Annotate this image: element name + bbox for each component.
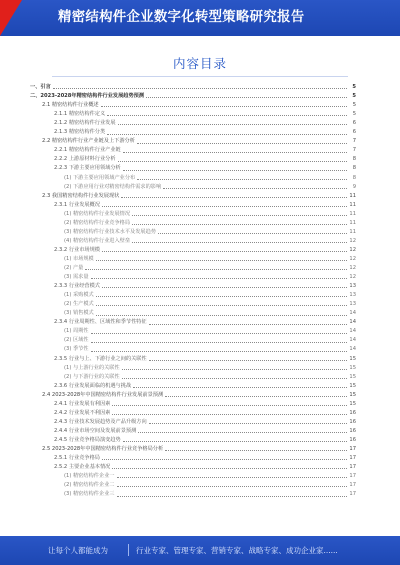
toc-entry[interactable] (30, 463, 356, 472)
toc-entry-leader-dots (123, 152, 347, 153)
toc-entry-title: 2.3.4 行业周期性、区域性和季节性特征 (54, 319, 147, 326)
toc-entry[interactable] (30, 355, 356, 364)
toc-entry-page: 5 (352, 102, 356, 109)
toc-entry-leader-dots (133, 387, 347, 388)
toc-entry-title: 2.3.2 行业市场规模 (54, 246, 100, 253)
toc-entry-title: (2) 生产模式 (64, 301, 94, 308)
toc-entry-title: 2.3.1 行业发展概况 (54, 201, 100, 208)
toc-entry[interactable] (30, 273, 356, 282)
toc-entry[interactable] (30, 219, 356, 228)
toc-entry-page: 17 (349, 446, 356, 452)
toc-entry-page: 16 (349, 409, 356, 416)
toc-entry-page: 5 (352, 84, 356, 90)
toc-entry-leader-dots (163, 188, 347, 189)
toc-entry-leader-dots (137, 143, 347, 144)
toc-entry-page: 7 (352, 147, 356, 154)
toc-entry-leader-dots (132, 215, 347, 216)
toc-entry-title: 2.1 精密结构件行业概述 (42, 102, 99, 109)
footer-slogan-left: 让每个人都能成为 (48, 546, 108, 555)
toc-entry[interactable] (30, 210, 356, 219)
toc-entry[interactable] (30, 336, 356, 345)
toc-entry[interactable] (30, 255, 356, 264)
toc-entry-page: 15 (349, 400, 356, 407)
toc-entry[interactable] (30, 472, 356, 481)
toc-entry-leader-dots (132, 224, 347, 225)
toc-entry[interactable] (30, 174, 356, 183)
toc-entry-page: 14 (349, 310, 356, 317)
toc-entry[interactable] (30, 201, 356, 210)
toc-entry-leader-dots (102, 287, 347, 288)
toc-entry-leader-dots (117, 496, 348, 497)
toc-entry-leader-dots (118, 161, 347, 162)
footer-divider (128, 544, 129, 556)
toc-entry-leader-dots (91, 278, 347, 279)
toc-entry-title: (1) 精密结构件企业一 (64, 473, 115, 480)
toc-entry-leader-dots (91, 333, 347, 334)
toc-entry[interactable] (30, 92, 356, 101)
toc-entry-title: 2.4.2 行业发展不利因素 (54, 409, 111, 416)
toc-entry-title: (1) 与上游行业的关联性 (64, 364, 120, 371)
toc-entry-page: 8 (352, 165, 356, 172)
toc-entry-leader-dots (96, 315, 347, 316)
toc-entry-title: 2.5 2023-2028年中国精密结构件行业竞争格局分析 (42, 446, 164, 452)
toc-entry-title: (3) 季节性 (64, 346, 89, 353)
header-bar (0, 0, 400, 36)
toc-entry-leader-dots (146, 97, 347, 98)
toc-entry[interactable] (30, 445, 356, 454)
toc-entry-page: 16 (349, 418, 356, 425)
toc-entry-page: 14 (349, 319, 356, 326)
toc-entry-page: 11 (349, 219, 356, 226)
toc-entry-page: 11 (349, 210, 356, 217)
toc-entry[interactable] (30, 373, 356, 382)
toc-entry-leader-dots (96, 296, 347, 297)
toc-entry[interactable] (30, 101, 356, 110)
toc-entry-leader-dots (122, 369, 347, 370)
toc-entry[interactable] (30, 454, 356, 463)
report-title: 精密结构件企业数字化转型策略研究报告 (58, 10, 305, 25)
toc-entry-page: 15 (349, 382, 356, 389)
toc-entry-title: 2.4 2023-2028年中国精密结构件行业发展前景预测 (42, 391, 164, 398)
toc-entry[interactable] (30, 83, 356, 92)
toc-entry-leader-dots (165, 396, 347, 397)
toc-entry-page: 12 (349, 255, 356, 262)
toc-entry[interactable] (30, 137, 356, 146)
toc-entry-page: 13 (349, 301, 356, 308)
toc-entry-page: 6 (352, 129, 356, 136)
toc-entry-page: 16 (349, 436, 356, 443)
toc-entry[interactable] (30, 110, 356, 119)
toc-entry-page: 16 (349, 427, 356, 434)
toc-entry-page: 14 (349, 346, 356, 353)
toc-entry-leader-dots (165, 450, 347, 451)
toc-entry-title: (1) 精密结构件行业发展情况 (64, 210, 131, 217)
toc-entry[interactable] (30, 418, 356, 427)
toc-entry-leader-dots (149, 423, 347, 424)
toc-entry-page: 17 (349, 464, 356, 471)
toc-entry-title: 2.3 我国精密结构件行业发展现状 (42, 192, 120, 199)
toc-entry-title: 2.4.5 行业竞争格局演变趋势 (54, 436, 121, 443)
toc-entry-page: 12 (349, 265, 356, 271)
toc-entry-leader-dots (102, 206, 347, 207)
toc-entry-title: (4) 精密结构件行业进入壁垒 (64, 237, 131, 244)
toc-entry[interactable] (30, 427, 356, 436)
toc-entry-title: 二、2023-2028年精密结构件行业发展趋势预测 (30, 93, 145, 100)
toc-entry-leader-dots (91, 342, 347, 343)
toc-entry-leader-dots (132, 242, 347, 243)
toc-entry[interactable] (30, 291, 356, 300)
toc-entry[interactable] (30, 119, 356, 128)
toc-entry-title: 一、引言 (30, 84, 51, 90)
toc-entry-title: (3) 精密结构件企业三 (64, 491, 115, 498)
toc-entry-page: 8 (352, 156, 356, 163)
table-of-contents (30, 83, 356, 523)
toc-entry-leader-dots (107, 115, 347, 116)
toc-entry-leader-dots (112, 468, 347, 469)
toc-entry-leader-dots (118, 124, 347, 125)
toc-entry-page: 14 (349, 337, 356, 344)
toc-entry[interactable] (30, 155, 356, 164)
toc-entry-page: 7 (352, 138, 356, 145)
toc-entry[interactable] (30, 146, 356, 155)
toc-entry-page: 17 (349, 491, 356, 498)
toc-entry-page: 14 (349, 328, 356, 335)
toc-entry[interactable] (30, 481, 356, 490)
toc-entry-leader-dots (123, 170, 347, 171)
toc-entry-title: 2.2 精密结构件行业产业链及上下游分析 (42, 138, 135, 145)
toc-entry-leader-dots (96, 305, 347, 306)
toc-entry-title: (2) 精密结构件行业竞争格局 (64, 219, 131, 226)
toc-entry[interactable] (30, 490, 356, 499)
toc-entry-title: 2.4.4 行业市场空间及发展前景预测 (54, 427, 137, 434)
toc-entry-page: 5 (352, 111, 356, 118)
toc-entry[interactable] (30, 409, 356, 418)
toc-entry-leader-dots (117, 486, 348, 487)
toc-entry[interactable] (30, 327, 356, 336)
toc-entry-page: 13 (349, 292, 356, 299)
toc-entry-page: 17 (349, 482, 356, 489)
toc-entry-page: 17 (349, 455, 356, 462)
toc-entry-leader-dots (107, 134, 347, 135)
toc-entry-leader-dots (122, 378, 347, 379)
toc-entry-title: 2.5.2 主要企业基本情况 (54, 464, 111, 471)
toc-entry-leader-dots (102, 251, 347, 252)
toc-entry[interactable] (30, 246, 356, 255)
toc-entry-title: 2.2.1 精密结构件行业产业链 (54, 147, 121, 154)
toc-entry[interactable] (30, 228, 356, 237)
toc-entry-leader-dots (85, 269, 347, 270)
toc-entry-page: 6 (352, 120, 356, 127)
toc-entry-title: (2) 区域性 (64, 337, 89, 344)
toc-entry-page: 5 (352, 93, 356, 100)
toc-entry-leader-dots (149, 324, 347, 325)
toc-entry-title: 2.1.2 精密结构件行业发展 (54, 120, 116, 127)
toc-entry-leader-dots (149, 360, 347, 361)
toc-entry[interactable] (30, 436, 356, 445)
toc-entry-page: 17 (349, 473, 356, 480)
toc-entry-title: 2.1.3 精密结构件分类 (54, 129, 106, 136)
toc-entry-page: 12 (349, 246, 356, 253)
toc-entry-title: (3) 需求量 (64, 274, 89, 281)
toc-entry-title: 2.4.3 行业技术发展趋势及产品升级方向 (54, 418, 147, 425)
toc-entry[interactable] (30, 128, 356, 137)
toc-entry-page: 11 (349, 192, 356, 199)
toc-entry-leader-dots (121, 197, 347, 198)
toc-entry[interactable] (30, 183, 356, 192)
toc-entry[interactable] (30, 364, 356, 373)
toc-entry-page: 13 (349, 283, 356, 290)
toc-entry[interactable] (30, 309, 356, 318)
toc-entry-leader-dots (96, 260, 347, 261)
toc-entry-page: 15 (349, 373, 356, 380)
toc-entry-title: 2.2.3 下游主要应用领域分析 (54, 165, 121, 172)
toc-entry[interactable] (30, 400, 356, 409)
toc-entry[interactable] (30, 264, 356, 273)
toc-entry-page: 11 (349, 201, 356, 208)
toc-entry[interactable] (30, 237, 356, 246)
toc-entry[interactable] (30, 282, 356, 291)
toc-heading: 内容目录 (172, 56, 227, 71)
toc-entry-page: 15 (349, 364, 356, 371)
toc-entry-title: (3) 销售模式 (64, 310, 94, 317)
toc-entry-title: (1) 下游主要应用领域产业分布 (64, 174, 136, 181)
toc-entry-leader-dots (117, 477, 348, 478)
toc-entry[interactable] (30, 345, 356, 354)
toc-entry-title: (2) 与下游行业的关联性 (64, 373, 120, 380)
toc-entry-page: 8 (352, 174, 356, 181)
toc-entry-title: (2) 产量 (64, 265, 84, 271)
toc-entry-title: (2) 精密结构件企业二 (64, 482, 115, 489)
toc-entry-page: 12 (349, 274, 356, 281)
toc-heading-divider (52, 76, 348, 77)
toc-entry-leader-dots (101, 106, 347, 107)
toc-entry-leader-dots (53, 88, 347, 89)
footer-bar (0, 536, 400, 565)
toc-entry-leader-dots (138, 432, 347, 433)
toc-entry-title: 2.1.1 精密结构件定义 (54, 111, 106, 118)
toc-entry-title: 2.3.6 行业发展面临的机遇与挑战 (54, 382, 132, 389)
toc-entry[interactable] (30, 318, 356, 327)
toc-entry[interactable] (30, 192, 356, 201)
toc-entry-title: (1) 周期性 (64, 328, 89, 335)
toc-entry-page: 15 (349, 391, 356, 398)
toc-entry-page: 9 (352, 183, 356, 190)
footer-slogan-right: 行业专家、管理专家、营销专家、战略专家、成功企业家...... (136, 546, 338, 555)
header-red-corner (0, 0, 22, 36)
toc-entry-leader-dots (112, 405, 347, 406)
toc-entry-leader-dots (102, 459, 347, 460)
toc-entry[interactable] (30, 164, 356, 173)
toc-entry-title: 2.3.5 行业与上、下游行业之间的关联性 (54, 355, 147, 362)
toc-entry-page: 12 (349, 237, 356, 244)
toc-entry-leader-dots (158, 233, 347, 234)
toc-entry-leader-dots (112, 414, 347, 415)
toc-entry-title: 2.5.1 行业竞争格局 (54, 455, 100, 462)
toc-entry-leader-dots (91, 351, 347, 352)
toc-entry-title: 2.3.3 行业经营模式 (54, 283, 100, 290)
toc-entry-page: 15 (349, 355, 356, 362)
toc-entry-title: (3) 精密结构件行业技术水平及发展趋势 (64, 228, 156, 235)
toc-entry-title: 2.2.2 上游原材料行业分析 (54, 156, 116, 163)
toc-entry-title: (2) 下游应用行业对精密结构件需求的影响 (64, 183, 162, 190)
toc-entry-page: 11 (349, 228, 356, 235)
toc-entry-title: (1) 采购模式 (64, 292, 94, 299)
toc-entry[interactable] (30, 300, 356, 309)
toc-entry-leader-dots (123, 441, 347, 442)
toc-entry-leader-dots (137, 179, 347, 180)
toc-entry-title: 2.4.1 行业发展有利因素 (54, 400, 111, 407)
toc-entry[interactable] (30, 391, 356, 400)
toc-entry[interactable] (30, 382, 356, 391)
toc-entry-title: (1) 市场规模 (64, 255, 94, 262)
